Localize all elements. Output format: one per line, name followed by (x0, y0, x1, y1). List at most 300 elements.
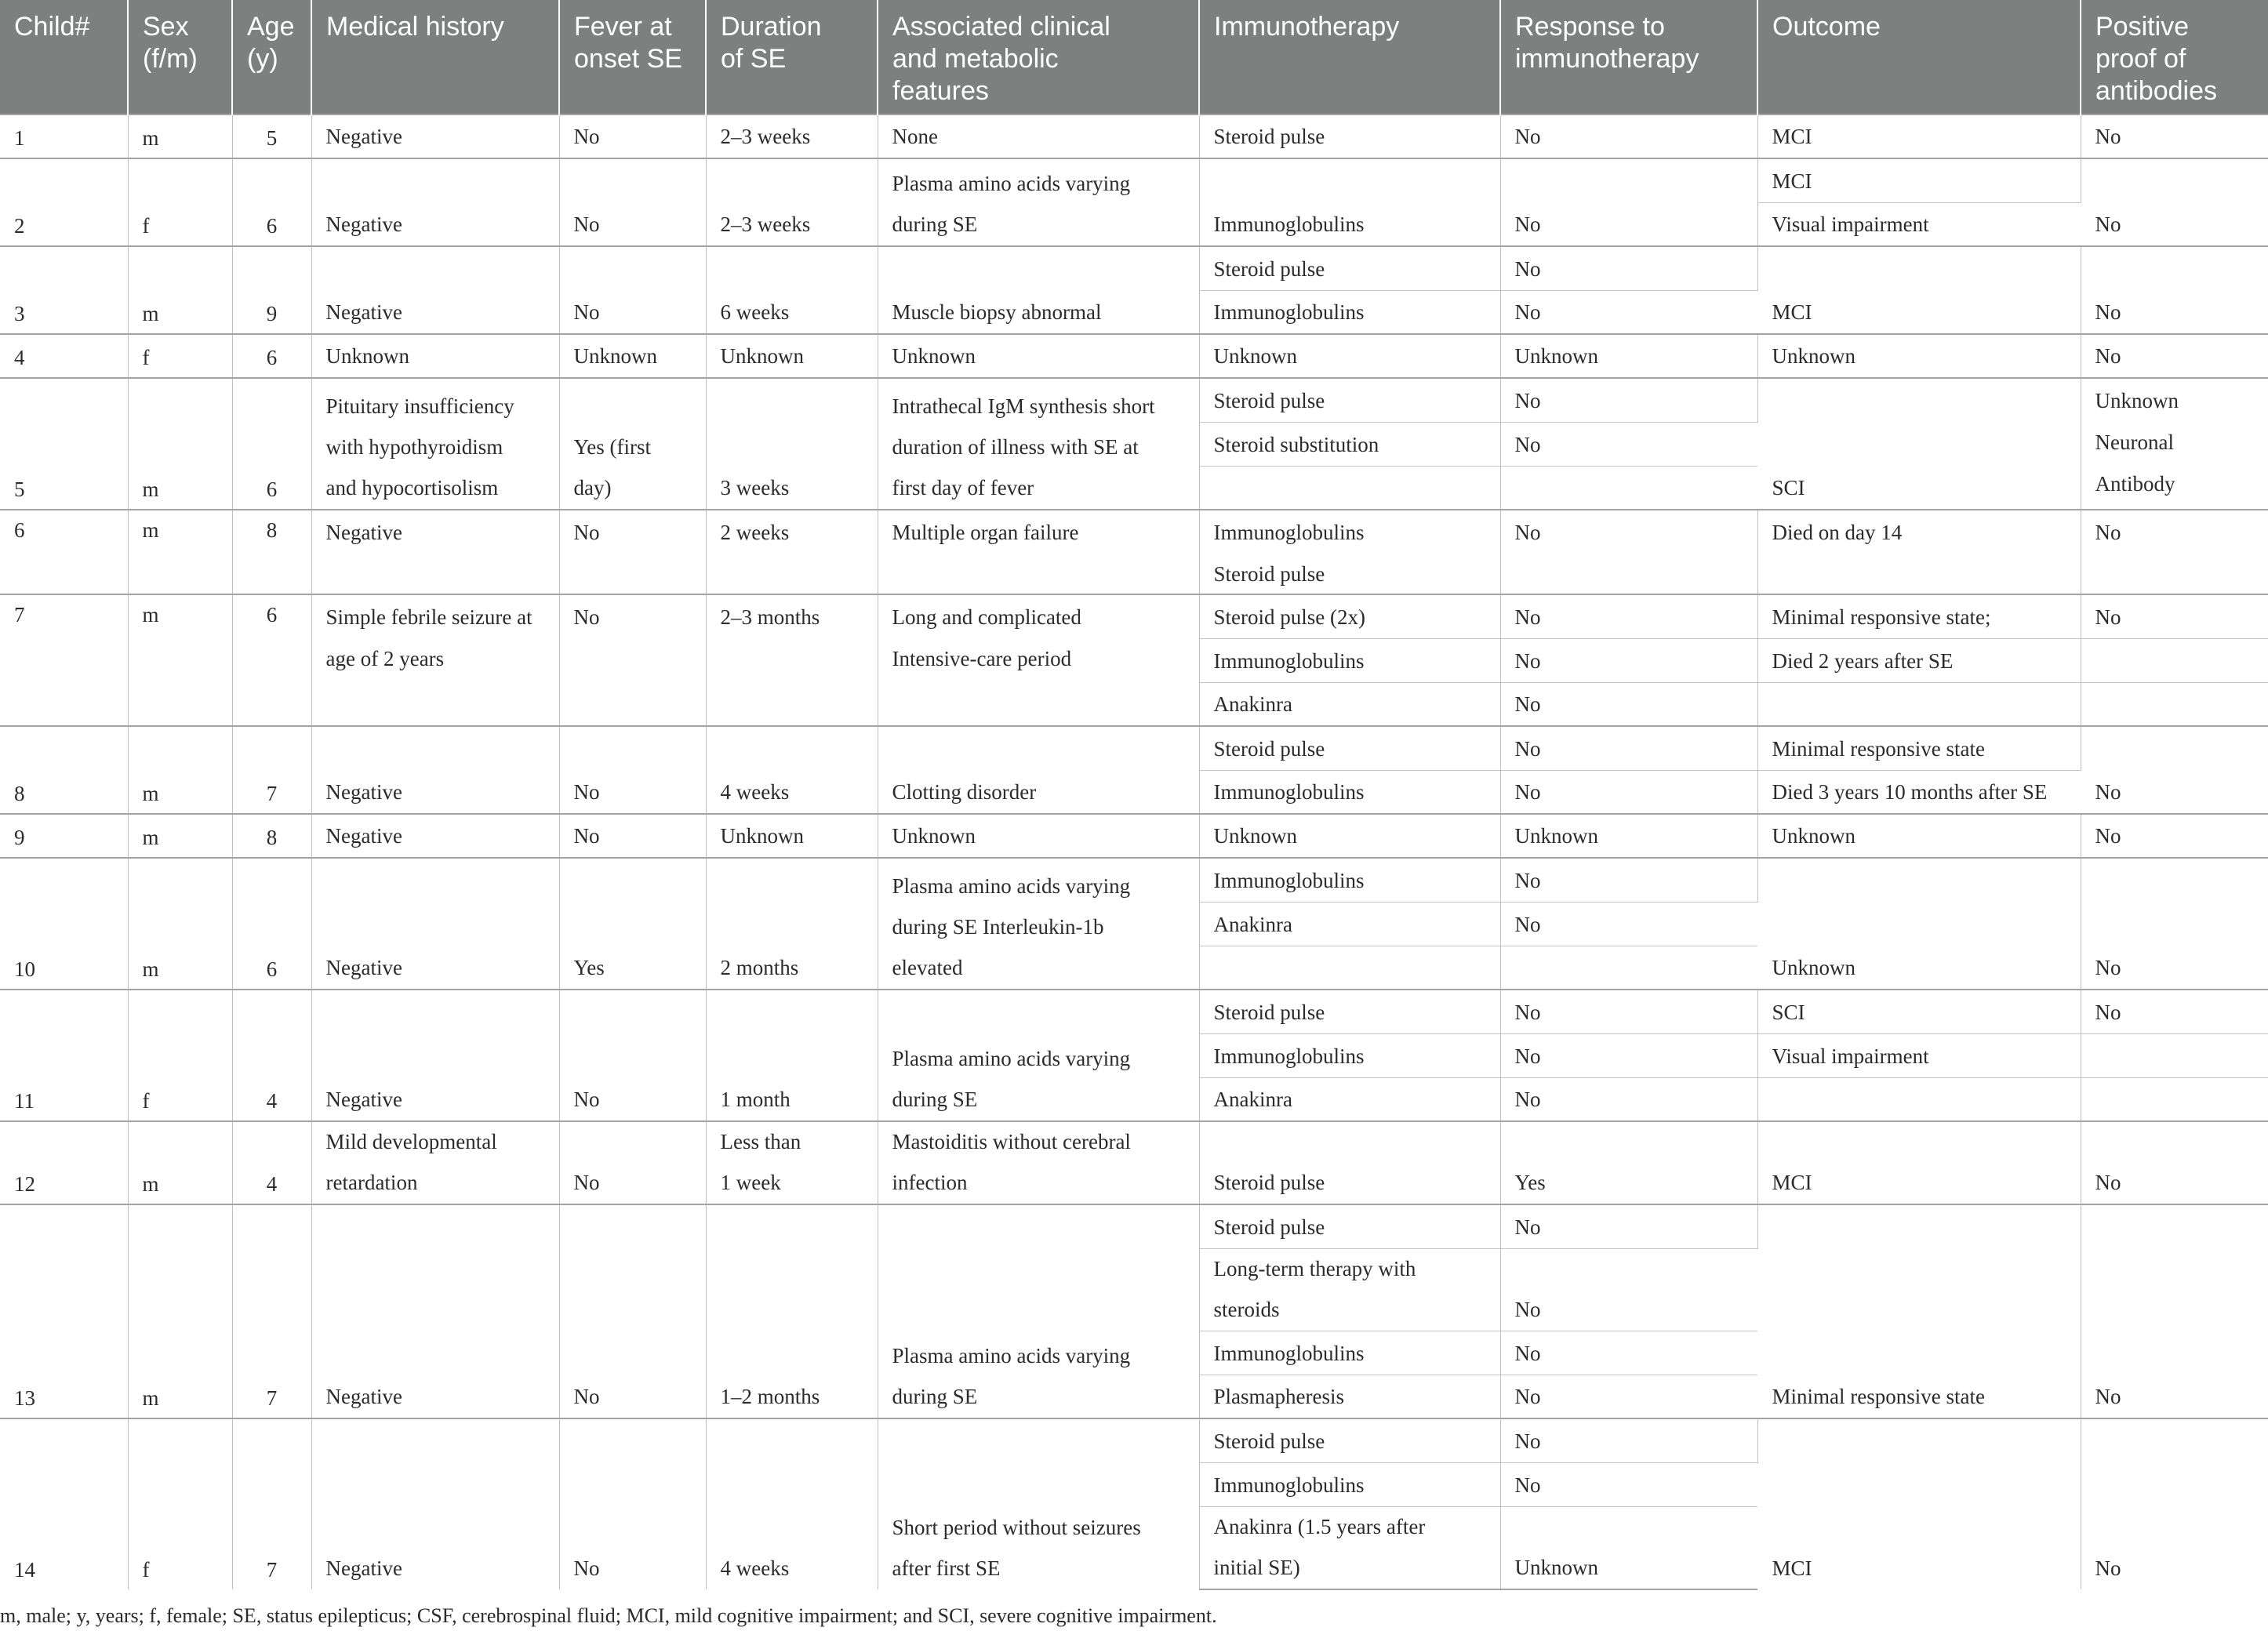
cell-immunotherapy (1199, 246, 1500, 290)
cell-text: Unknown (892, 344, 976, 368)
cell-text: Intensive-care period (892, 647, 1072, 670)
cell-response (1500, 1204, 1757, 1248)
cell-text: No (2095, 344, 2121, 368)
cell-text: No (2095, 212, 2121, 236)
cell-medical-history (311, 594, 559, 726)
table-row (0, 378, 2268, 422)
cell-antibodies (2081, 246, 2268, 334)
cell-text: No (2095, 605, 2121, 629)
cell-age: 6 (232, 378, 311, 510)
cell-text: No (2095, 956, 2121, 979)
cell-response (1500, 594, 1757, 638)
cell-duration (706, 378, 878, 510)
cell-child: 6 (0, 510, 128, 594)
cell-text: Steroid pulse (1213, 388, 1325, 412)
header-text: Response to (1515, 12, 1665, 42)
cell-immunotherapy (1199, 946, 1500, 990)
cell-response (1500, 1033, 1757, 1077)
cell-antibodies (2081, 594, 2268, 638)
header-text: and metabolic (892, 44, 1059, 74)
cell-text: Intrathecal IgM synthesis short (892, 394, 1155, 418)
cell-text: Minimal responsive state; (1772, 605, 1991, 629)
cell-outcome (1757, 990, 2081, 1033)
cell-sex: f (128, 990, 232, 1121)
cell-text: No (2095, 300, 2121, 324)
header-text: Immunotherapy (1214, 12, 1400, 42)
cell-immunotherapy (1199, 1462, 1500, 1506)
cell-response (1500, 1331, 1757, 1375)
cell-text: first day of fever (892, 476, 1034, 499)
cell-text: Mastoiditis without cerebral (892, 1130, 1131, 1153)
cell-text: Plasma amino acids varying (892, 172, 1131, 195)
cell-fever (559, 594, 706, 726)
cell-text: No (1514, 780, 1541, 804)
header-text: Age (247, 12, 295, 42)
table-row (0, 158, 2268, 202)
cell-outcome (1757, 1077, 2081, 1121)
cell-text: Negative (325, 1556, 402, 1580)
cell-text: 2–3 weeks (720, 212, 811, 236)
cell-age: 4 (232, 1121, 311, 1204)
cell-text: Steroid pulse (1213, 1171, 1325, 1194)
cell-text: day) (573, 476, 612, 499)
cell-text: steroids (1213, 1297, 1280, 1321)
cell-text: Long and complicated (892, 605, 1081, 629)
cell-associated-features (878, 158, 1199, 246)
cell-immunotherapy (1199, 290, 1500, 334)
cell-response (1500, 990, 1757, 1033)
cell-response (1500, 158, 1757, 246)
cell-response (1500, 1248, 1757, 1331)
cell-associated-features (878, 726, 1199, 814)
cell-text: No (1514, 125, 1541, 148)
cell-text: Simple febrile seizure at (325, 605, 532, 629)
cell-text: No (1514, 1385, 1541, 1408)
cell-text: No (2095, 1556, 2121, 1580)
cell-text: Immunoglobulins (1213, 521, 1365, 544)
cell-text: No (573, 1088, 600, 1111)
cell-outcome (1757, 510, 2081, 594)
header-text: onset SE (574, 44, 682, 74)
cell-text: No (2095, 1000, 2121, 1024)
cell-response (1500, 422, 1757, 466)
cell-fever (559, 158, 706, 246)
cell-text: 4 weeks (720, 780, 790, 804)
cell-child: 11 (0, 990, 128, 1121)
cell-antibodies (2081, 114, 2268, 158)
cell-duration (706, 594, 878, 726)
cell-text: Immunoglobulins (1213, 300, 1365, 324)
cell-fever (559, 114, 706, 158)
cell-antibodies (2081, 638, 2268, 682)
cell-fever (559, 726, 706, 814)
cell-outcome (1757, 814, 2081, 858)
cell-text: No (2095, 780, 2121, 804)
cell-sex: m (128, 858, 232, 990)
cell-text: SCI (1772, 1000, 1805, 1024)
cell-duration (706, 510, 878, 594)
cell-medical-history (311, 246, 559, 334)
cell-text: Negative (325, 125, 402, 148)
cell-outcome (1757, 1204, 2081, 1418)
cell-antibodies (2081, 510, 2268, 594)
cell-text: MCI (1772, 1171, 1812, 1194)
cell-associated-features (878, 246, 1199, 334)
cell-immunotherapy (1199, 638, 1500, 682)
cell-text: Immunoglobulins (1213, 1044, 1365, 1068)
cell-outcome (1757, 334, 2081, 378)
cell-text: 1 month (720, 1088, 791, 1111)
cell-text: Unknown (720, 824, 804, 848)
cell-text: 2–3 months (720, 605, 820, 629)
cell-text: Clotting disorder (892, 780, 1037, 804)
cell-text: No (573, 1556, 600, 1580)
cell-duration (706, 814, 878, 858)
cell-immunotherapy (1199, 510, 1500, 594)
cell-antibodies (2081, 1418, 2268, 1589)
table-footnote: m, male; y, years; f, female; SE, status epilepticus; CSF, cerebrospinal fluid; MCI, mild cognitive impairment; and SCI, severe cognitive impairment. (0, 1603, 1217, 1627)
cell-fever (559, 858, 706, 990)
cell-text: No (573, 212, 600, 236)
cell-text: Negative (325, 521, 402, 544)
cell-text: MCI (1772, 169, 1812, 193)
cell-text: No (1514, 1215, 1541, 1239)
cell-text: No (2095, 521, 2121, 544)
cell-text: Steroid pulse (1213, 562, 1325, 586)
table-body (0, 114, 2268, 1589)
cell-response (1500, 378, 1757, 422)
header-text: Child# (14, 12, 90, 42)
cell-immunotherapy (1199, 158, 1500, 246)
cell-text: No (573, 605, 600, 629)
column-header-child (0, 0, 128, 114)
cell-child: 1 (0, 114, 128, 158)
cell-text: No (1514, 388, 1541, 412)
cell-text: Unknown (720, 344, 804, 368)
cell-text: Steroid pulse (1213, 256, 1325, 281)
table-row (0, 594, 2268, 638)
cell-child: 8 (0, 726, 128, 814)
header-text: of SE (721, 44, 787, 74)
cell-text: No (573, 1385, 600, 1408)
column-header-medical-history (311, 0, 559, 114)
cell-medical-history (311, 726, 559, 814)
cell-text: Steroid pulse (1213, 125, 1325, 148)
cell-medical-history (311, 510, 559, 594)
header-text: Outcome (1772, 12, 1881, 42)
cell-outcome (1757, 1121, 2081, 1204)
cell-text: MCI (1772, 300, 1812, 324)
cell-text: No (573, 824, 600, 848)
cell-fever (559, 814, 706, 858)
cell-medical-history (311, 1418, 559, 1589)
cell-text: infection (892, 1171, 968, 1194)
cell-text: Pituitary insufficiency (325, 394, 514, 418)
cell-text: Plasma amino acids varying (892, 874, 1131, 898)
cell-text: with hypothyroidism (325, 435, 503, 459)
table-row (0, 990, 2268, 1033)
column-header-outcome (1757, 0, 2081, 114)
cell-text: 2–3 weeks (720, 125, 811, 148)
cell-immunotherapy (1199, 378, 1500, 422)
cell-text: Neuronal (2095, 430, 2174, 454)
cell-response (1500, 1375, 1757, 1418)
cell-text: initial SE) (1213, 1555, 1300, 1579)
cell-text: No (2095, 125, 2121, 148)
cell-associated-features (878, 1418, 1199, 1589)
cell-outcome (1757, 858, 2081, 990)
cell-medical-history (311, 814, 559, 858)
cell-text: 1–2 months (720, 1385, 820, 1408)
cell-text: No (573, 1171, 600, 1194)
cell-text: No (1514, 736, 1541, 761)
cell-text: 6 weeks (720, 300, 790, 324)
cell-age: 8 (232, 510, 311, 594)
cell-duration (706, 114, 878, 158)
cell-medical-history (311, 858, 559, 990)
cell-outcome (1757, 594, 2081, 638)
cell-antibodies (2081, 158, 2268, 246)
cell-text: Long-term therapy with (1213, 1256, 1416, 1280)
cell-sex: m (128, 814, 232, 858)
cell-fever (559, 1204, 706, 1418)
cell-text: Immunoglobulins (1213, 1473, 1365, 1497)
cell-text: No (1514, 1341, 1541, 1365)
cell-text: No (1514, 1429, 1541, 1453)
cell-text: No (573, 300, 600, 324)
column-header-response (1500, 0, 1757, 114)
cell-text: duration of illness with SE at (892, 435, 1139, 459)
cell-text: No (573, 521, 600, 544)
cell-sex: m (128, 246, 232, 334)
table-row (0, 334, 2268, 378)
cell-text: elevated (892, 956, 963, 979)
cell-text: No (1514, 212, 1541, 236)
table-row (0, 510, 2268, 594)
cell-text: Immunoglobulins (1213, 648, 1365, 673)
cell-text: Minimal responsive state (1772, 1385, 1985, 1408)
cell-sex: m (128, 594, 232, 726)
cell-immunotherapy (1199, 594, 1500, 638)
column-header-fever-at-onset (559, 0, 706, 114)
cell-text: Yes (573, 956, 605, 979)
header-text: immunotherapy (1515, 44, 1699, 74)
cell-response (1500, 1121, 1757, 1204)
cell-text: No (573, 125, 600, 148)
cell-immunotherapy (1199, 334, 1500, 378)
cell-response (1500, 858, 1757, 902)
cell-immunotherapy (1199, 466, 1500, 510)
cell-text: 4 weeks (720, 1556, 790, 1580)
cell-antibodies (2081, 814, 2268, 858)
header-text: Duration (721, 12, 822, 42)
cell-immunotherapy (1199, 814, 1500, 858)
cell-outcome (1757, 378, 2081, 510)
cell-text: Unknown (1514, 344, 1598, 368)
cell-sex: m (128, 1204, 232, 1418)
cell-sex: f (128, 158, 232, 246)
cell-fever (559, 1121, 706, 1204)
cell-medical-history (311, 334, 559, 378)
cell-text: during SE (892, 1385, 978, 1408)
cell-immunotherapy (1199, 1248, 1500, 1331)
cell-associated-features (878, 114, 1199, 158)
cell-associated-features (878, 858, 1199, 990)
cell-text: Anakinra (1213, 692, 1292, 716)
cell-text: No (1514, 912, 1541, 936)
cell-sex: f (128, 1418, 232, 1589)
cell-text: No (2095, 1385, 2121, 1408)
header-text: Sex (143, 12, 189, 42)
cell-text: and hypocortisolism (325, 476, 499, 499)
cell-medical-history (311, 114, 559, 158)
cell-duration (706, 990, 878, 1121)
cell-text: No (1514, 432, 1541, 456)
cell-antibodies (2081, 990, 2268, 1033)
column-header-immunotherapy (1199, 0, 1500, 114)
cell-associated-features (878, 510, 1199, 594)
header-text: Positive (2095, 12, 2190, 42)
cell-immunotherapy (1199, 726, 1500, 770)
cell-child: 14 (0, 1418, 128, 1589)
cell-age: 8 (232, 814, 311, 858)
cell-text: 2 months (720, 956, 799, 979)
table-row (0, 1204, 2268, 1248)
cell-outcome (1757, 202, 2081, 246)
cell-text: No (1514, 300, 1541, 324)
table-row (0, 858, 2268, 902)
cell-text: No (2095, 824, 2121, 848)
cell-text: Steroid pulse (1213, 1215, 1325, 1239)
cell-child: 7 (0, 594, 128, 726)
cell-duration (706, 726, 878, 814)
cell-duration (706, 1204, 878, 1418)
column-header-sex (128, 0, 232, 114)
cell-medical-history (311, 990, 559, 1121)
cell-text: Unknown (2095, 389, 2179, 412)
cell-age: 5 (232, 114, 311, 158)
cell-child: 4 (0, 334, 128, 378)
cell-text: Immunoglobulins (1213, 868, 1365, 892)
cell-response (1500, 334, 1757, 378)
cell-text: Anakinra (1213, 912, 1292, 936)
cell-antibodies (2081, 1121, 2268, 1204)
header-text: Fever at (574, 12, 672, 42)
cell-text: 1 week (720, 1171, 781, 1194)
cell-text: during SE (892, 1088, 978, 1111)
cell-text: Negative (325, 1088, 402, 1111)
cell-outcome (1757, 638, 2081, 682)
cell-text: Unknown (325, 344, 409, 368)
cell-response (1500, 638, 1757, 682)
cell-text: Unknown (1514, 824, 1598, 848)
cell-child: 12 (0, 1121, 128, 1204)
cell-text: Died 2 years after SE (1772, 648, 1954, 673)
cell-response (1500, 1418, 1757, 1462)
cell-fever (559, 334, 706, 378)
cell-response (1500, 246, 1757, 290)
cell-response (1500, 770, 1757, 814)
cell-age: 4 (232, 990, 311, 1121)
cell-immunotherapy (1199, 1418, 1500, 1462)
cell-age: 6 (232, 334, 311, 378)
column-header-antibodies (2081, 0, 2268, 114)
cell-duration (706, 334, 878, 378)
cell-text: Negative (325, 212, 402, 236)
cell-age: 7 (232, 726, 311, 814)
cell-age: 6 (232, 858, 311, 990)
cell-text: Steroid pulse (1213, 736, 1325, 761)
header-text: (y) (247, 44, 278, 74)
header-text: Associated clinical (892, 12, 1110, 42)
cell-text: No (1514, 1088, 1541, 1111)
cell-outcome (1757, 682, 2081, 726)
cell-text: after first SE (892, 1556, 1001, 1580)
cell-response (1500, 726, 1757, 770)
cell-text: Immunoglobulins (1213, 1341, 1365, 1365)
cell-text: Plasma amino acids varying (892, 1047, 1131, 1070)
cell-text: Negative (325, 300, 402, 324)
cell-medical-history (311, 1121, 559, 1204)
column-header-duration (706, 0, 878, 114)
cell-response (1500, 902, 1757, 946)
cell-text: Unknown (573, 344, 657, 368)
cell-text: No (1514, 692, 1541, 716)
cell-text: Unknown (892, 824, 976, 848)
cell-antibodies (2081, 1033, 2268, 1077)
table-row (0, 726, 2268, 770)
cell-text: MCI (1772, 1556, 1812, 1580)
cell-text: Mild developmental (325, 1130, 497, 1153)
cell-outcome (1757, 1418, 2081, 1589)
cell-immunotherapy (1199, 1375, 1500, 1418)
cell-immunotherapy (1199, 1204, 1500, 1248)
cell-antibodies (2081, 726, 2268, 814)
cell-text: Short period without seizures (892, 1515, 1141, 1539)
cell-associated-features (878, 594, 1199, 726)
cell-immunotherapy (1199, 1033, 1500, 1077)
cell-immunotherapy (1199, 114, 1500, 158)
cell-child: 5 (0, 378, 128, 510)
cell-child: 9 (0, 814, 128, 858)
cell-text: No (1514, 868, 1541, 892)
column-header-age (232, 0, 311, 114)
cell-text: MCI (1772, 125, 1812, 148)
cell-medical-history (311, 378, 559, 510)
cell-text: Steroid pulse (1213, 1429, 1325, 1453)
cell-outcome (1757, 726, 2081, 770)
cell-fever (559, 246, 706, 334)
cell-text: Negative (325, 780, 402, 804)
cell-text: Negative (325, 956, 402, 979)
header-text: antibodies (2095, 76, 2218, 106)
cell-outcome (1757, 1033, 2081, 1077)
cell-text: 2 weeks (720, 521, 790, 544)
cell-age: 6 (232, 158, 311, 246)
cell-sex: m (128, 378, 232, 510)
cell-sex: f (128, 334, 232, 378)
cell-outcome (1757, 246, 2081, 334)
cell-text: Immunoglobulins (1213, 780, 1365, 804)
cell-text: No (573, 780, 600, 804)
table-row (0, 1121, 2268, 1204)
cell-response (1500, 1077, 1757, 1121)
cell-text: Unknown (1213, 824, 1297, 848)
cell-antibodies (2081, 334, 2268, 378)
cell-text: retardation (325, 1171, 418, 1194)
cell-immunotherapy (1199, 902, 1500, 946)
cell-associated-features (878, 378, 1199, 510)
